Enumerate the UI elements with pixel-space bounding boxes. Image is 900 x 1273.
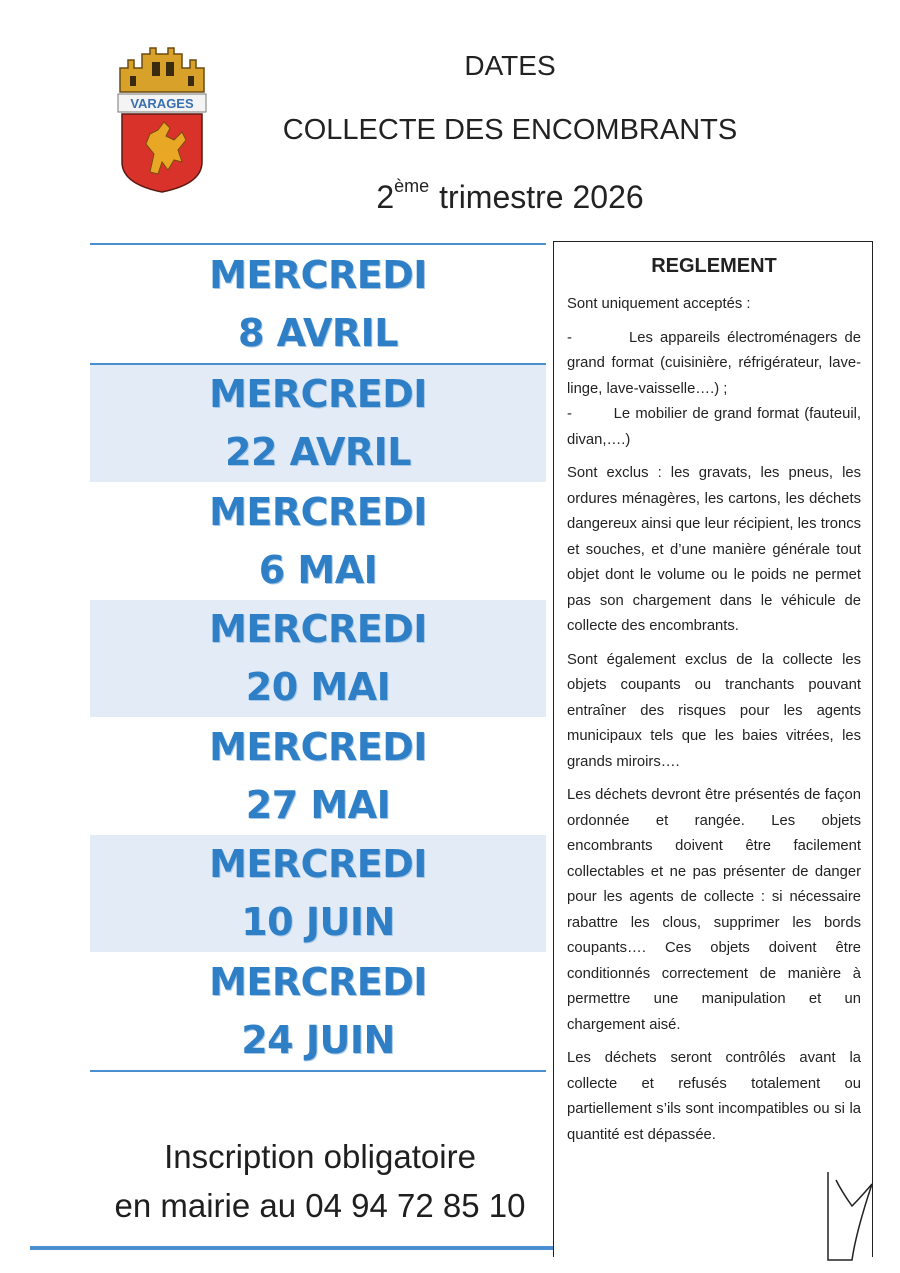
reglement-item-furniture: - Le mobilier de grand format (fauteuil, divan,….) <box>567 406 861 448</box>
svg-text:VARAGES: VARAGES <box>130 96 194 111</box>
date-day: MERCREDI <box>209 724 427 769</box>
date-day: MERCREDI <box>209 607 427 652</box>
reglement-title: REGLEMENT <box>651 255 777 277</box>
date-block <box>90 482 546 600</box>
reglement-sharp-objects: Sont également exclus de la collecte les objets coupants ou tranchants pouvant entraîner des risques pour les agents municipaux tels que les baies vitrées, les grands miroirs…. <box>567 651 861 770</box>
title-trimestre <box>260 176 760 216</box>
date-day: MERCREDI <box>209 252 427 297</box>
reglement-presentation: Les déchets devront être présentés de façon ordonnée et rangée. Les objets encombrants doivent être facilement collectables et ne pas présenter de danger pour les agents de collecte : si nécessaire rabattre les clous, supprimer les bords coupants…. Ces objets doivent être conditionnés correctement de manière à permettre une manipulation et un chargement aisé. <box>567 787 861 1033</box>
date-value: 8 AVRIL <box>237 310 399 355</box>
bottom-dates-rule <box>90 1070 546 1072</box>
title-dates: DATES <box>464 50 556 81</box>
ordinal-suffix: ème <box>394 176 430 196</box>
date-block <box>90 952 546 1070</box>
reglement-intro: Sont uniquement acceptés : <box>567 296 751 312</box>
date-block <box>90 365 546 483</box>
date-block <box>90 717 546 835</box>
collection-dates-list <box>90 243 546 1072</box>
inscription-phone-line: en mairie au 04 94 72 85 10 <box>114 1187 526 1224</box>
date-block <box>90 245 546 363</box>
reglement-exclusions: Sont exclus : les gravats, les pneus, les ordures ménagères, les cartons, les déchets dangereux ainsi que leur récipient, les troncs et souches, et d’une manière générale tout objet dont le volume ou le poids ne permet pas son chargement dans le véhicule de collecte des encombrants. <box>567 465 861 634</box>
date-day: MERCREDI <box>209 372 427 417</box>
date-block <box>90 835 546 953</box>
inscription-line1: Inscription obligatoire <box>164 1138 476 1175</box>
reglement-item-appliances: - Les appareils électroménagers de grand format (cuisinière, réfrigérateur, lave-linge, lave-vaisselle….) ; <box>567 329 861 397</box>
date-day: MERCREDI <box>209 489 427 534</box>
date-value: 20 MAI <box>245 665 391 710</box>
date-block <box>90 600 546 718</box>
title-collecte: COLLECTE DES ENCOMBRANTS <box>282 114 738 146</box>
date-value: 10 JUIN <box>241 900 395 945</box>
date-value: 27 MAI <box>245 782 391 827</box>
reglement-box <box>553 241 873 1257</box>
date-day: MERCREDI <box>209 959 427 1004</box>
trimestre-label: trimestre 2026 <box>439 179 644 215</box>
date-day: MERCREDI <box>209 842 427 887</box>
reglement-control: Les déchets seront contrôlés avant la collecte et refusés totalement ou partiellement s’ils sont incompatibles ou si la quantité est dépassée. <box>567 1050 861 1143</box>
date-value: 6 MAI <box>258 547 378 592</box>
reglement-content <box>567 252 861 1198</box>
date-value: 24 JUIN <box>241 1017 395 1062</box>
date-value: 22 AVRIL <box>225 430 411 475</box>
page-curl-icon <box>826 1172 876 1262</box>
varages-coat-of-arms-logo <box>112 44 212 194</box>
ordinal-number: 2 <box>376 179 395 215</box>
